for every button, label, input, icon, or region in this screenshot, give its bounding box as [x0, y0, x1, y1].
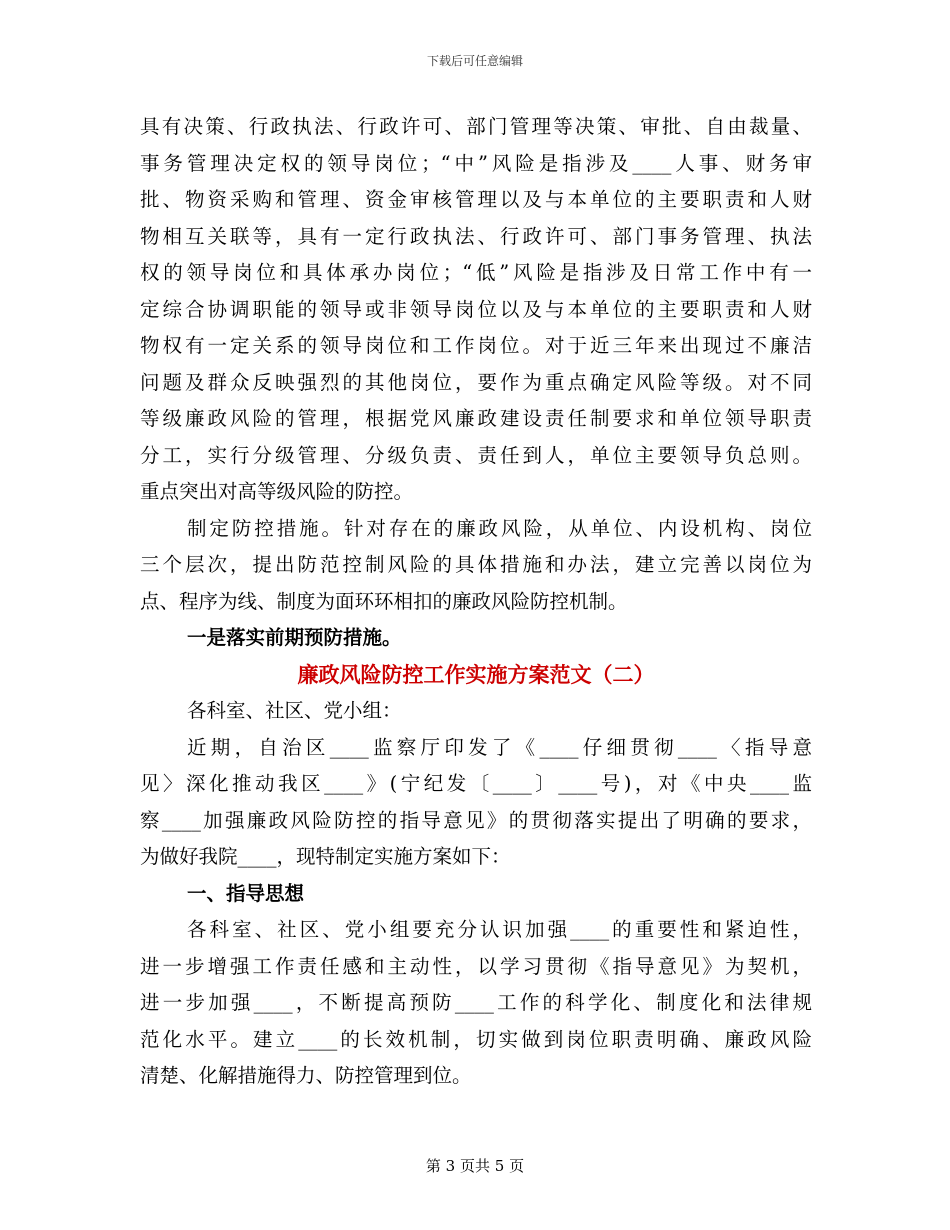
body-line: 见〉深化推动我区____》(宁纪发〔____〕____号)，对《中央____监 [140, 772, 812, 795]
body-line: 等级廉政风险的管理，根据党风廉政建设责任制要求和单位领导职责 [140, 407, 812, 430]
salutation: 各科室、社区、党小组： [187, 699, 402, 722]
body-line: 制定防控措施。针对存在的廉政风险，从单位、内设机构、岗位 [187, 516, 812, 540]
body-line: 问题及群众反映强烈的其他岗位，要作为重点确定风险等级。对不同 [140, 370, 812, 394]
page-footer: 第 3 页共 5 页 [425, 1157, 525, 1175]
body-line: 三个层次，提出防范控制风险的具体措施和办法，建立完善以岗位为 [140, 553, 812, 576]
body-line: 重点突出对高等级风险的防控。 [140, 480, 414, 503]
document-title: 廉政风险防控工作实施方案范文（二） [297, 661, 655, 687]
body-line: 进一步增强工作责任感和主动性，以学习贯彻《指导意见》为契机， [140, 954, 812, 978]
body-line: 清楚、化解措施得力、防控管理到位。 [140, 1064, 472, 1087]
body-line: 权的领导岗位和具体承办岗位；“低”风险是指涉及日常工作中有一 [140, 261, 812, 284]
body-line: 进一步加强____，不断提高预防____工作的科学化、制度化和法律规 [140, 991, 812, 1014]
body-line: 各科室、社区、党小组要充分认识加强____的重要性和紧迫性， [187, 918, 812, 941]
body-line: 近期，自治区____监察厅印发了《____仔细贯彻____〈指导意 [187, 735, 812, 759]
document-body [140, 109, 812, 1095]
body-line: 察____加强廉政风险防控的指导意见》的贯彻落实提出了明确的要求， [140, 808, 812, 832]
subheading: 一是落实前期预防措施。 [187, 626, 402, 649]
body-line: 分工，实行分级管理、分级负责、责任到人，单位主要领导负总则。 [140, 443, 812, 467]
page-header: 下载后可任意编辑 [426, 54, 523, 68]
body-line: 批、物资采购和管理、资金审核管理以及与本单位的主要职责和人财 [140, 188, 812, 211]
body-line: 点、程序为线、制度为面环环相扣的廉政风险防控机制。 [140, 589, 628, 613]
body-line: 为做好我院____，现特制定实施方案如下： [140, 845, 511, 868]
subheading: 一、指导思想 [187, 881, 305, 905]
body-line: 物权有一定关系的领导岗位和工作岗位。对于近三年来出现过不廉洁 [140, 334, 812, 357]
body-line: 范化水平。建立____的长效机制，切实做到岗位职责明确、廉政风险 [140, 1027, 812, 1051]
body-line: 物相互关联等，具有一定行政执法、行政许可、部门事务管理、执法 [140, 224, 812, 248]
body-line: 事务管理决定权的领导岗位；“中”风险是指涉及____人事、财务审 [140, 151, 812, 175]
body-line: 定综合协调职能的领导或非领导岗位以及与本单位的主要职责和人财 [140, 297, 812, 321]
body-line: 具有决策、行政执法、行政许可、部门管理等决策、审批、自由裁量、 [140, 115, 812, 138]
